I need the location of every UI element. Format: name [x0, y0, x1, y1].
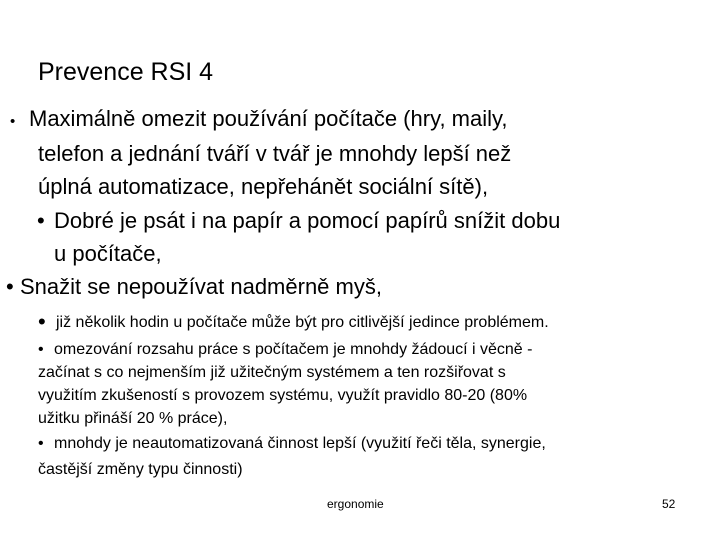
item-2-sub-2-line-2: začínat s co nejmenším již užitečným systémem a ten rozšiřovat s [38, 364, 506, 381]
item-2-sub-1-marker [38, 308, 46, 336]
item-1-line-2: telefon a jednání tváří v tvář je mnohdy lepší než [38, 141, 512, 166]
bullet-glyph: • [38, 435, 44, 452]
bullet-glyph: • [6, 274, 14, 299]
item-2-sub-2-line-4: užitku přináší 20 % práce), [38, 410, 228, 427]
slide-title: Prevence RSI 4 [38, 58, 214, 86]
bullet-glyph: • [37, 208, 45, 233]
item-2-sub-1-line-1: již několik hodin u počítače může být pro citlivější jedince problémem. [56, 314, 549, 331]
bullet-glyph: • [38, 341, 44, 358]
bullet-glyph: • [10, 113, 16, 130]
item-1-sub-line-1: Dobré je psát i na papír a pomocí papírů snížit dobu [54, 208, 561, 233]
item-2-sub-3-line-1: mnohdy je neautomatizovaná činnost lepší (využití řeči těla, synergie, [54, 435, 546, 452]
item-2-line-1: Snažit se nepoužívat nadměrně myš, [20, 274, 382, 299]
page-number: 52 [662, 497, 676, 511]
item-1-sub-marker [37, 207, 45, 235]
bullet-glyph: • [38, 309, 46, 334]
footer-label: ergonomie [327, 497, 384, 511]
item-2-sub-3-line-2: častější změny typu činnosti) [38, 461, 243, 478]
item-2-sub-2-line-3: využitím zkušeností s provozem systému, využít pravidlo 80-20 (80% [38, 387, 528, 404]
bullet-1-marker [10, 113, 15, 131]
item-2-sub-2-marker [38, 339, 44, 361]
item-1-line-1: Maximálně omezit používání počítače (hry, maily, [29, 106, 508, 131]
item-2-sub-2-line-1: omezování rozsahu práce s počítačem je mnohdy žádoucí i věcně - [54, 341, 533, 358]
item-1-sub-line-2: u počítače, [54, 241, 162, 266]
bullet-2-marker [6, 273, 14, 301]
item-1-line-3: úplná automatizace, nepřehánět sociální sítě), [38, 174, 489, 199]
item-2-sub-3-marker [38, 433, 44, 455]
